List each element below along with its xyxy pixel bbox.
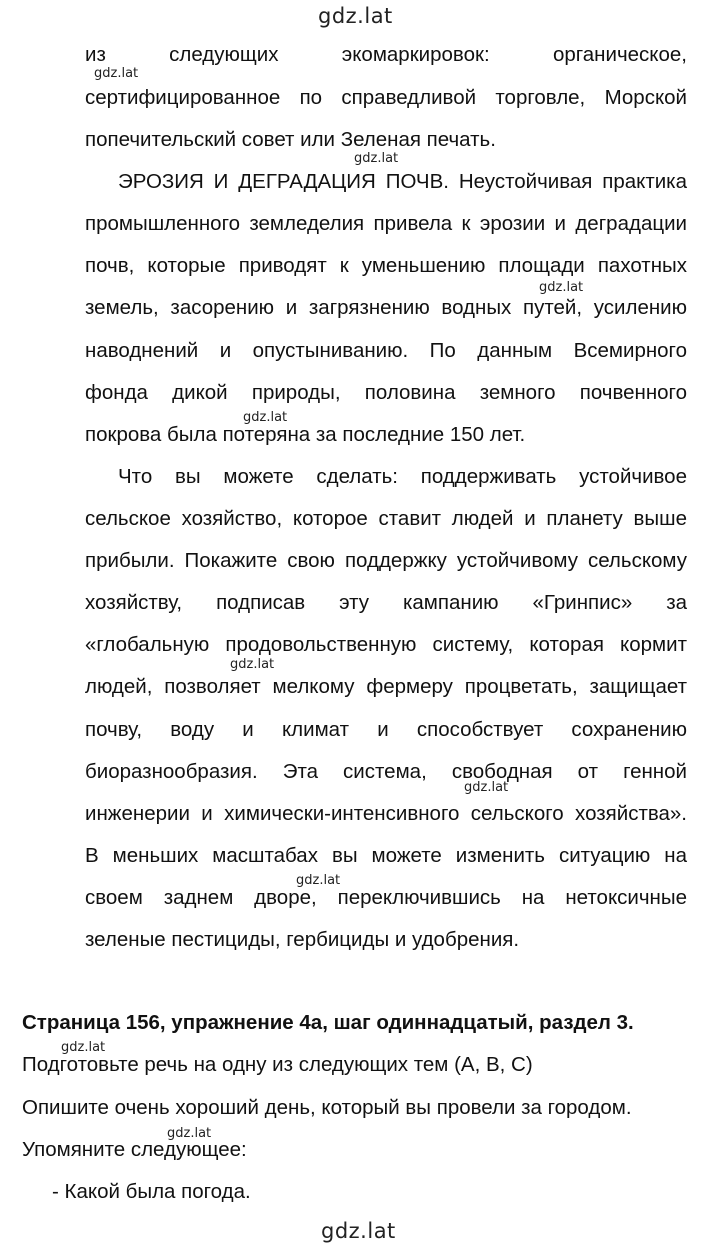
text-line: попечительский совет или Зеленая печать. xyxy=(85,128,496,151)
text-line: ЭРОЗИЯ И ДЕГРАДАЦИЯ ПОЧВ. Неустойчивая практика xyxy=(118,170,687,193)
section-line: Упомяните следующее: xyxy=(22,1138,247,1161)
text-line: земель, засорению и загрязнению водных путей, усилению xyxy=(85,296,687,319)
watermark: gdz.lat xyxy=(230,657,275,672)
list-item: - Какой была погода. xyxy=(52,1180,251,1203)
watermark: gdz.lat xyxy=(94,66,139,81)
text-line: зеленые пестициды, гербициды и удобрения. xyxy=(85,928,520,951)
watermark-bottom: gdz.lat xyxy=(321,1219,396,1243)
text-line: людей, позволяет мелкому фермеру процветать, защищает xyxy=(85,675,687,698)
text-line: В меньших масштабах вы можете изменить ситуацию на xyxy=(85,844,687,867)
text-line: фонда дикой природы, половина земного почвенного xyxy=(85,381,687,404)
section-heading: Страница 156, упражнение 4а, шаг одиннадцатый, раздел 3. xyxy=(22,1011,634,1034)
watermark: gdz.lat xyxy=(354,151,399,166)
text-line: хозяйству, подписав эту кампанию «Гринпис» за xyxy=(85,591,687,614)
section-line: Опишите очень хороший день, который вы провели за городом. xyxy=(22,1096,632,1119)
watermark: gdz.lat xyxy=(243,410,288,425)
text-line: прибыли. Покажите свою поддержку устойчивому сельскому xyxy=(85,549,687,572)
text-line: своем заднем дворе, переключившись на нетоксичные xyxy=(85,886,687,909)
text-line: из следующих экомаркировок: органическое, xyxy=(85,43,687,66)
watermark-top: gdz.lat xyxy=(318,4,393,28)
watermark: gdz.lat xyxy=(539,280,584,295)
section-line: Подготовьте речь на одну из следующих тем (A, B, C) xyxy=(22,1053,533,1076)
watermark: gdz.lat xyxy=(61,1040,106,1055)
text-line: сельское хозяйство, которое ставит людей и планету выше xyxy=(85,507,687,530)
watermark: gdz.lat xyxy=(296,873,341,888)
watermark: gdz.lat xyxy=(167,1126,212,1141)
text-line: покрова была потеряна за последние 150 лет. xyxy=(85,423,526,446)
text-line: наводнений и опустыниванию. По данным Всемирного xyxy=(85,339,687,362)
text-line: Что вы можете сделать: поддерживать устойчивое xyxy=(118,465,687,488)
text-line: сертифицированное по справедливой торговле, Морской xyxy=(85,86,687,109)
text-line: инженерии и химически-интенсивного сельского хозяйства». xyxy=(85,802,687,825)
watermark: gdz.lat xyxy=(464,780,509,795)
text-line: почв, которые приводят к уменьшению площади пахотных xyxy=(85,254,687,277)
text-line: «глобальную продовольственную систему, которая кормит xyxy=(85,633,687,656)
text-line: почву, воду и климат и способствует сохранению xyxy=(85,718,687,741)
text-line: биоразнообразия. Эта система, свободная от генной xyxy=(85,760,687,783)
text-line: промышленного земледелия привела к эрозии и деградации xyxy=(85,212,687,235)
